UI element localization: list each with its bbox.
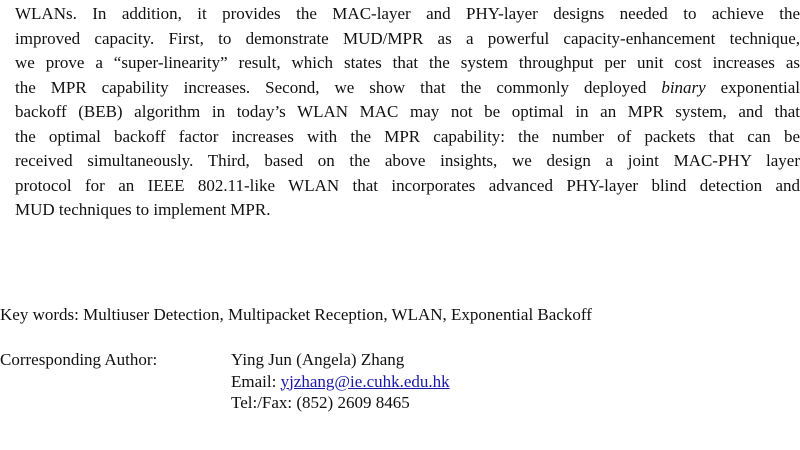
author-contact-block (231, 349, 450, 414)
text-segment: MUD techniques to implement MPR. (15, 200, 271, 219)
text-segment: exponential (705, 77, 800, 97)
abstract-line (15, 27, 800, 52)
text-segment: we prove a “super-linearity” result, which states that the system throughput per unit cost increases as (15, 53, 800, 72)
author-email-line (231, 371, 450, 393)
email-link[interactable]: yjzhang@ie.cuhk.edu.hk (280, 371, 450, 391)
abstract-line (15, 51, 800, 76)
abstract-line (15, 125, 800, 150)
abstract-line (15, 76, 800, 101)
text-segment: WLANs. In addition, it provides the MAC-layer and PHY-layer designs needed to achieve the (15, 4, 800, 23)
email-label: Email: (231, 371, 281, 391)
abstract-paragraph (15, 2, 800, 223)
abstract-line (15, 198, 800, 223)
corresponding-author-label: Corresponding Author: (0, 350, 158, 369)
text-segment: the MPR capability increases. Second, we show that the commonly deployed (15, 77, 662, 97)
text-segment: improved capacity. First, to demonstrate MUD/MPR as a powerful capacity-enhancement technique, (15, 28, 800, 48)
text-segment: protocol for an IEEE 802.11-like WLAN that incorporates advanced PHY-layer blind detection and (15, 175, 800, 195)
emphasized-text: binary (661, 77, 706, 97)
author-telephone: Tel:/Fax: (852) 2609 8465 (231, 393, 410, 412)
abstract-line (15, 174, 800, 199)
keywords-line: Key words: Multiuser Detection, Multipacket Reception, WLAN, Exponential Backoff (0, 305, 592, 324)
text-segment: backoff (BEB) algorithm in today’s WLAN MAC may not be optimal in an MPR system, and that (15, 102, 800, 121)
text-segment: the optimal backoff factor increases with the MPR capability: the number of packets that can be (15, 126, 800, 146)
abstract-line (15, 2, 800, 27)
abstract-line (15, 100, 800, 125)
text-segment: received simultaneously. Third, based on the above insights, we design a joint MAC-PHY layer (15, 151, 800, 170)
author-name: Ying Jun (Angela) Zhang (231, 350, 405, 369)
abstract-line (15, 149, 800, 174)
